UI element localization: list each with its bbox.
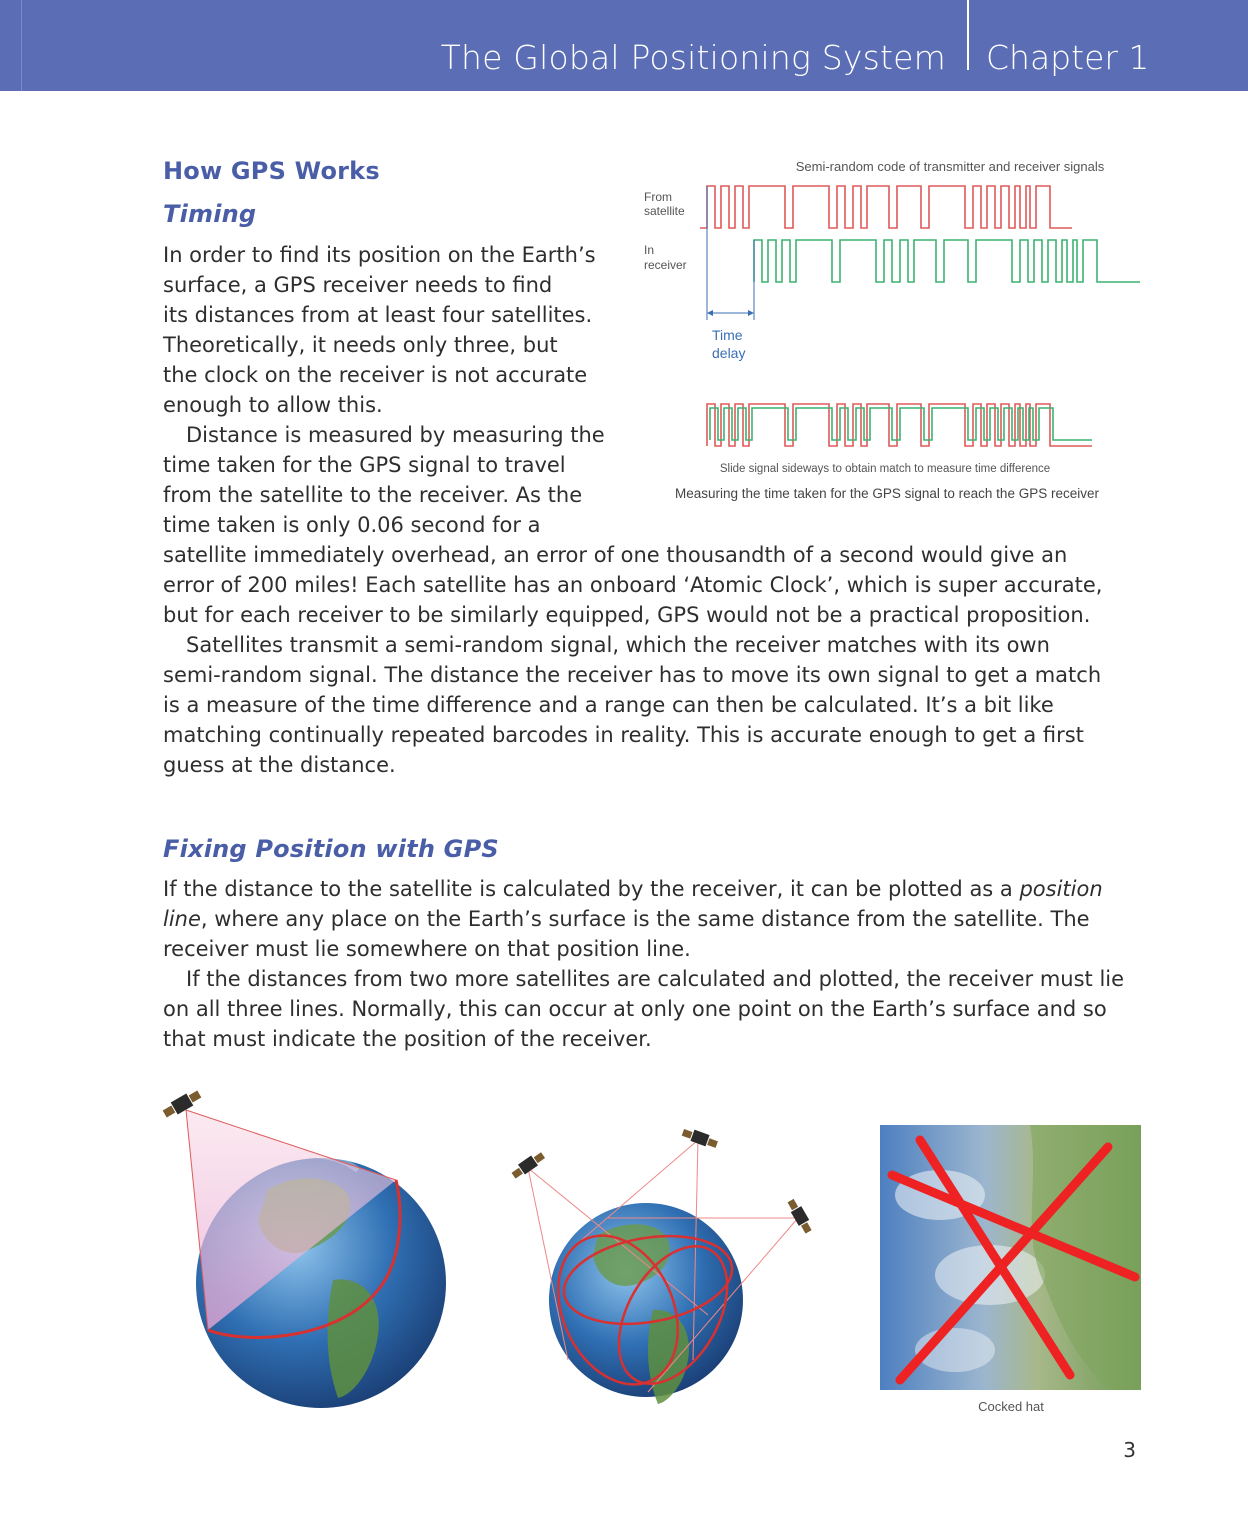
- text-line: semi-random signal. The distance the receiver has to move its own signal to get a match: [163, 663, 1102, 687]
- diagram-caption: Measuring the time taken for the GPS signal to reach the GPS receiver: [675, 486, 1099, 501]
- chapter-header: [0, 0, 1248, 91]
- book-title: The Global Positioning System: [440, 38, 946, 77]
- text-line: matching continually repeated barcodes in reality. This is accurate enough to get a first: [163, 723, 1084, 747]
- delay-label: delay: [712, 345, 746, 361]
- text-line: Theoretically, it needs only three, but: [163, 333, 558, 357]
- arrowhead-right: [748, 310, 754, 316]
- diagram-title: Semi-random code of transmitter and receiver signals: [795, 159, 1105, 174]
- text-line: but for each receiver to be similarly equipped, GPS would not be a practical proposition.: [163, 603, 1091, 627]
- text-fragment: , where any place on the Earth’s surface is the same distance from the satellite. The: [200, 907, 1090, 931]
- label-in: In: [644, 243, 655, 257]
- text-line: is a measure of the time difference and a range can then be calculated. It’s a bit like: [163, 693, 1054, 717]
- slide-caption: Slide signal sideways to obtain match to measure time difference: [719, 463, 1051, 475]
- text-line: error of 200 miles! Each satellite has an onboard ‘Atomic Clock’, which is super accurate,: [163, 573, 1103, 597]
- single-satellite-figure: [158, 1080, 453, 1415]
- label-receiver: receiver: [644, 258, 687, 272]
- fixing-subtitle: Fixing Position with GPS: [163, 835, 499, 863]
- three-satellite-figure: [508, 1120, 820, 1415]
- cocked-hat-figure: [880, 1125, 1142, 1417]
- receiver-signal-trace: [754, 240, 1140, 282]
- satellite-icon: [510, 1150, 546, 1180]
- arrowhead-left: [707, 310, 713, 316]
- label-from: From: [644, 190, 672, 204]
- header-edge-line: [21, 0, 22, 91]
- text-line: Distance is measured by measuring the: [186, 423, 605, 447]
- text-line: that must indicate the position of the receiver.: [163, 1027, 652, 1051]
- text-line: enough to allow this.: [163, 393, 383, 417]
- label-satellite: satellite: [644, 204, 685, 218]
- satellite-icon: [681, 1126, 719, 1150]
- text-line: on all three lines. Normally, this can occur at only one point on the Earth’s surface and so: [163, 997, 1107, 1021]
- header-separator: [967, 0, 969, 70]
- satellite-signal-trace: [700, 186, 1072, 228]
- text-line: guess at the distance.: [163, 753, 396, 777]
- text-line: time taken is only 0.06 second for a: [163, 513, 541, 537]
- signal-timing-diagram: [630, 150, 1145, 510]
- text-line: time taken for the GPS signal to travel: [163, 453, 566, 477]
- emphasis: line: [163, 907, 201, 931]
- satellite-icon: [786, 1197, 814, 1234]
- page-number: 3: [1123, 1438, 1136, 1462]
- text-line: If the distances from two more satellites are calculated and plotted, the receiver must lie: [186, 967, 1125, 991]
- text-fragment: If the distance to the satellite is calculated by the receiver, it can be plotted as a: [163, 877, 1020, 901]
- text-line: [163, 874, 1124, 904]
- time-label: Time: [712, 327, 743, 343]
- chapter-label: Chapter 1: [986, 38, 1150, 77]
- text-line: surface, a GPS receiver needs to find: [163, 273, 553, 297]
- section-title: How GPS Works: [163, 157, 380, 185]
- text-line: [163, 904, 1124, 934]
- text-line: the clock on the receiver is not accurate: [163, 363, 588, 387]
- text-line: receiver must lie somewhere on that position line.: [163, 937, 691, 961]
- text-line: In order to find its position on the Earth’s: [163, 243, 596, 267]
- matched-receiver-trace: [710, 408, 1092, 440]
- text-line: Satellites transmit a semi-random signal, which the receiver matches with its own: [186, 633, 1050, 657]
- emphasis: position: [1019, 877, 1103, 901]
- text-line: its distances from at least four satellites.: [163, 303, 593, 327]
- cocked-hat-caption: Cocked hat: [978, 1399, 1044, 1414]
- timing-subtitle: Timing: [163, 200, 257, 228]
- text-line: satellite immediately overhead, an error of one thousandth of a second would give an: [163, 543, 1068, 567]
- fixing-text: [163, 874, 1124, 1054]
- text-line: from the satellite to the receiver. As the: [163, 483, 583, 507]
